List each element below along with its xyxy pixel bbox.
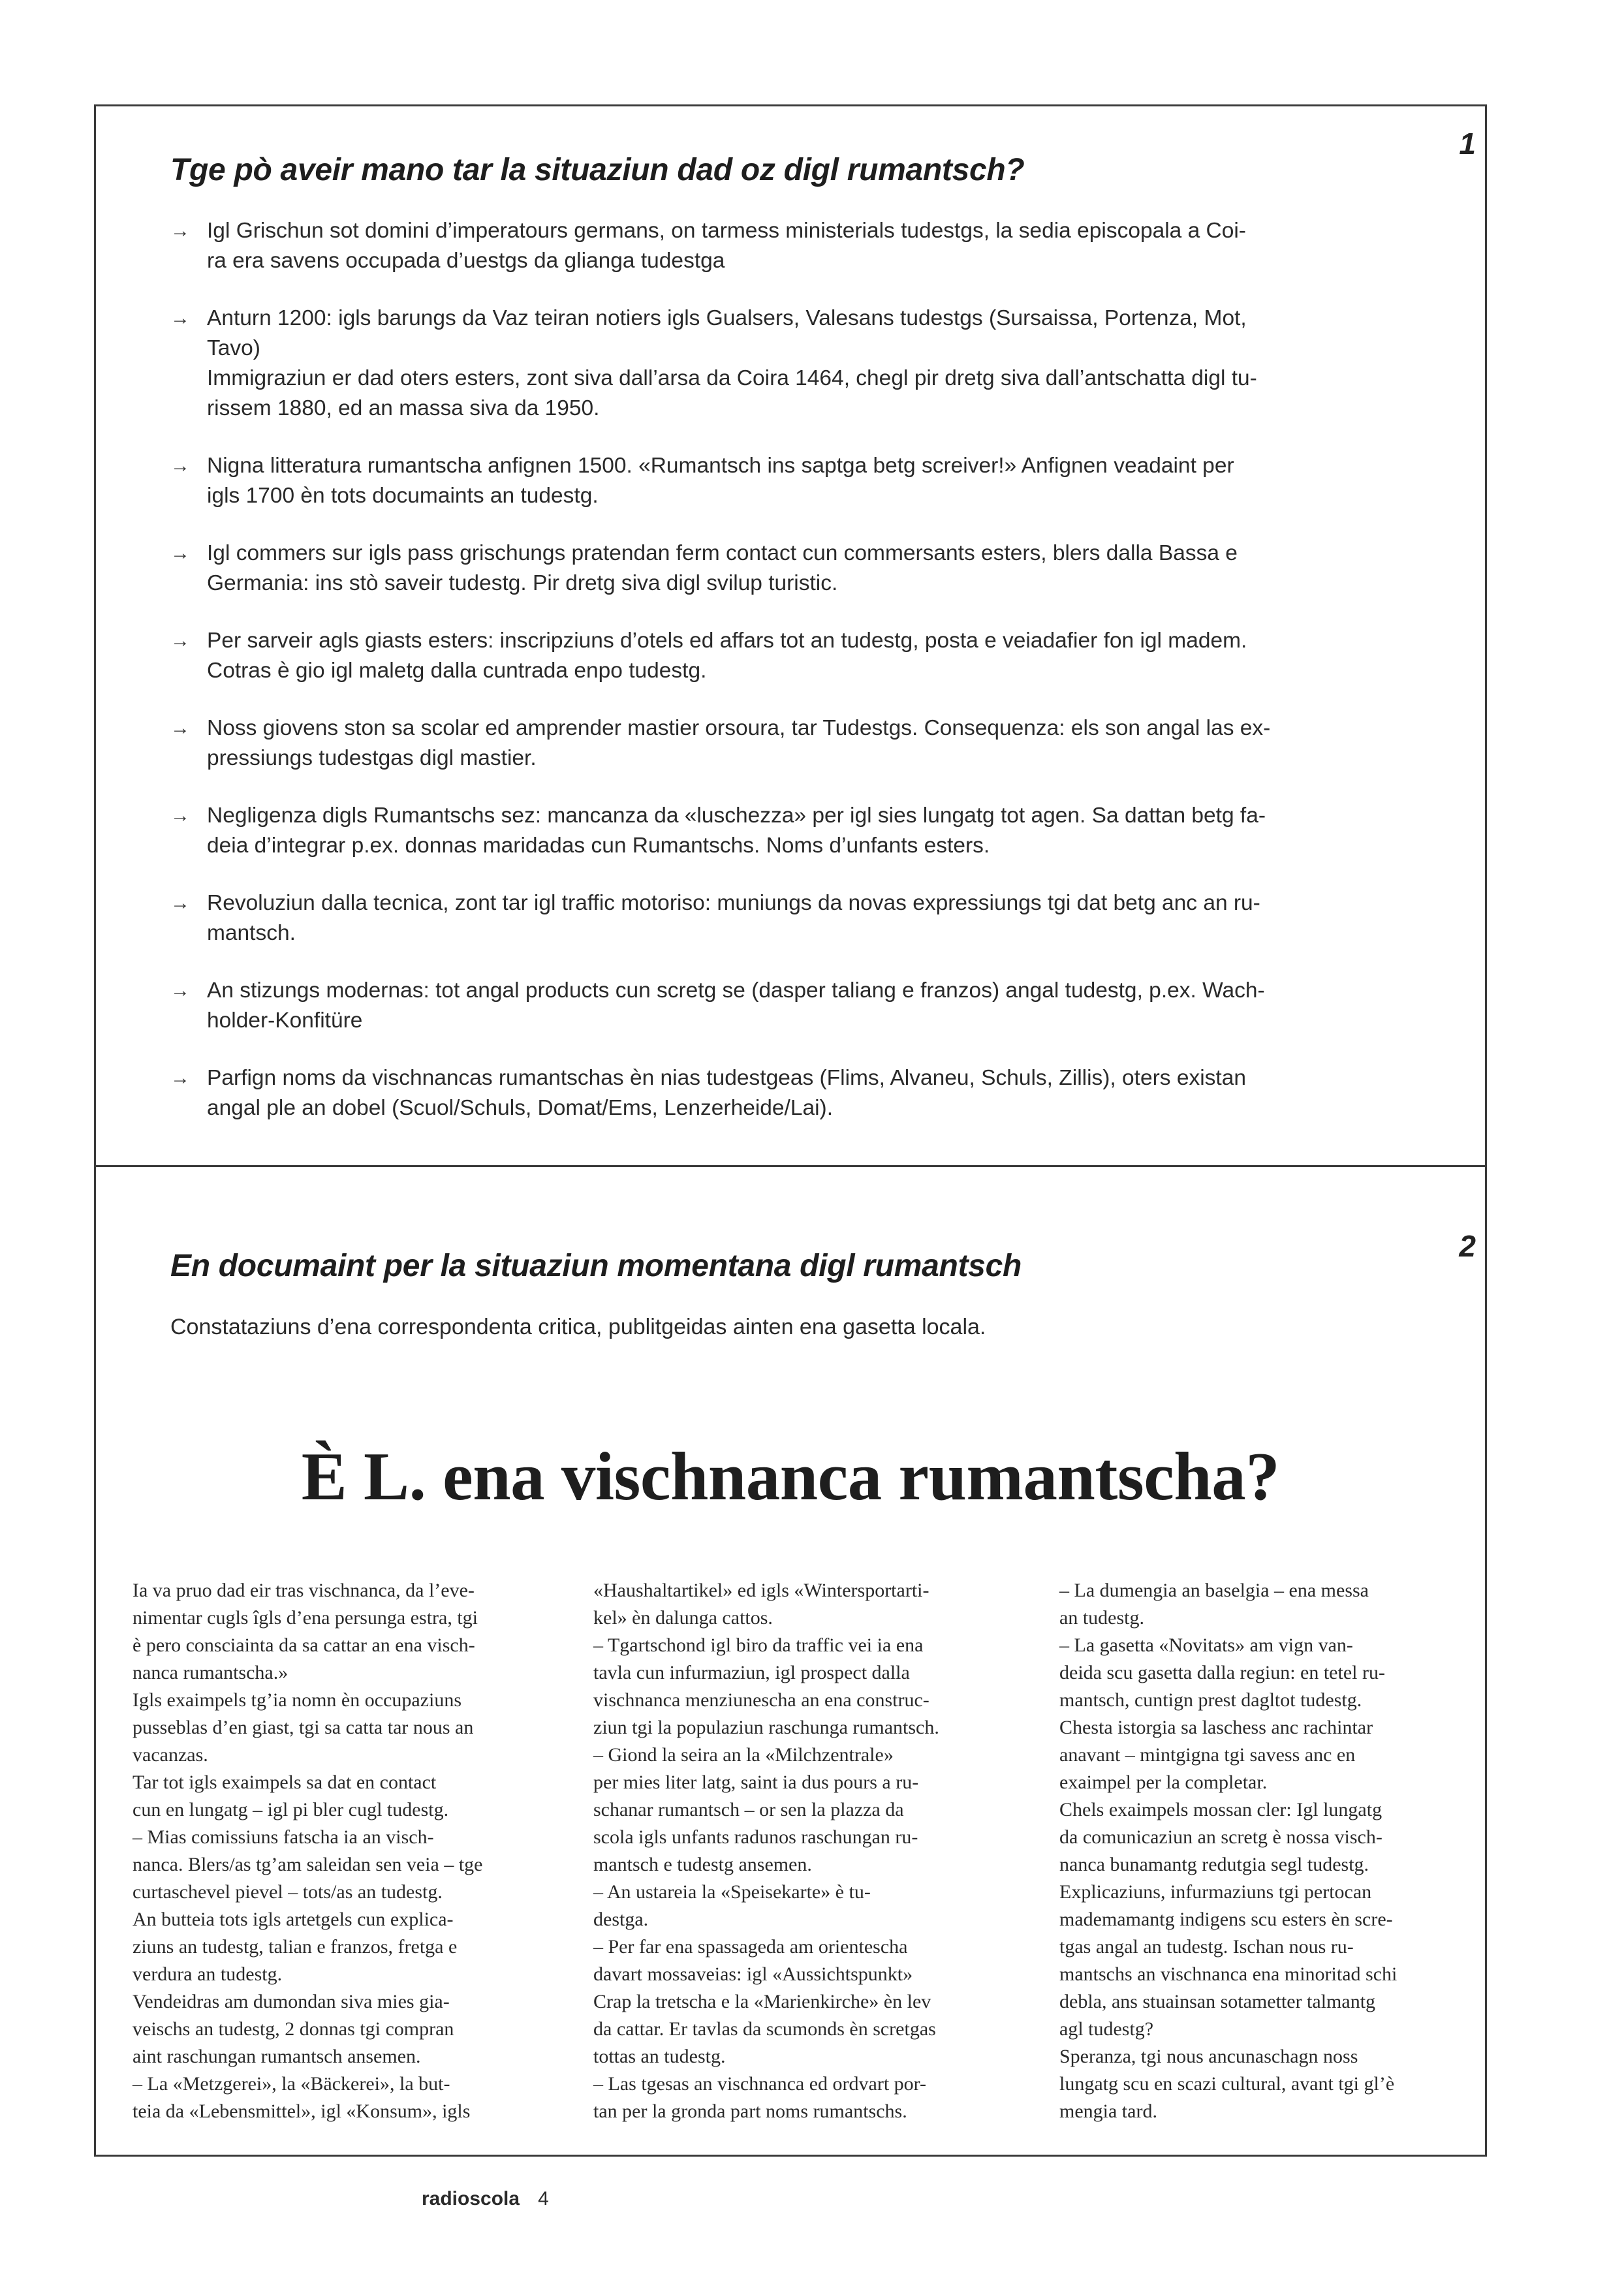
article-text-line: Ia va pruo dad eir tras vischnanca, da l’eve-	[133, 1580, 475, 1601]
article-text-line: pusseblas d’en giast, tgi sa catta tar nous an	[133, 1717, 474, 1738]
reason-text-line: Parfign noms da vischnancas rumantschas èn nias tudestgeas (Flims, Alvaneu, Schuls, Zillis), oters existan	[207, 1066, 1246, 1090]
article-text-line: – An ustareia la «Speisekarte» è tu-	[593, 1881, 871, 1903]
reason-text-line: igls 1700 èn tots documaints an tudestg.	[207, 484, 599, 508]
article-text-line: anavant – mintgigna tgi savess anc en	[1059, 1744, 1356, 1766]
reason-text-line: holder-Konfitüre	[207, 1008, 363, 1033]
reason-text-line: deia d’integrar p.ex. donnas maridadas cun Rumantschs. Noms d’unfants esters.	[207, 834, 990, 858]
article-text-line: curtaschevel pievel – tots/as an tudestg.	[133, 1881, 443, 1903]
reason-text-line: Igl Grischun sot domini d’imperatours germans, on tarmess ministerials tudestgs, la sedia episcopala a Coi-	[207, 219, 1246, 243]
article-text-line: Igls exaimpels tg’ia nomn èn occupaziuns	[133, 1689, 462, 1711]
article-text-line: scola igls unfants radunos raschungan ru-	[593, 1826, 918, 1848]
article-text-line: agl tudestg?	[1059, 2018, 1154, 2040]
page-footer	[422, 2188, 549, 2210]
article-text-line: aint raschungan rumantsch ansemen.	[133, 2046, 421, 2067]
reason-text-line: Igl commers sur igls pass grischungs pratendan ferm contact cun commersants esters, blers dalla Bassa e	[207, 541, 1238, 565]
reason-text-line: Per sarveir agls giasts esters: inscripziuns d’otels ed affars tot an tudestg, posta e veiadafier fon igl madem.	[207, 629, 1247, 653]
article-text-line: tgas angal an tudestg. Ischan nous ru-	[1059, 1936, 1354, 1958]
section-2-number: 2	[1459, 1229, 1476, 1263]
article-text-line: An butteia tots igls artetgels cun explica-	[133, 1909, 454, 1930]
article-text-line: mantsch e tudestg ansemen.	[593, 1854, 812, 1875]
footer-brand: radioscola	[422, 2188, 520, 2209]
article-text-line: vacanzas.	[133, 1744, 208, 1766]
article-text-line: è pero consciainta da sa cattar an ena visch-	[133, 1634, 475, 1656]
section-2-intro: Constataziuns d’ena correspondenta critica, publitgeidas ainten ena gasetta locala.	[170, 1315, 986, 1339]
article-text-line: Crap la tretscha e la «Marienkirche» èn lev	[593, 1991, 931, 2012]
reason-text-line: Anturn 1200: igls barungs da Vaz teiran notiers igls Gualsers, Valesans tudestgs (Sursaissa, Portenza, Mot,	[207, 306, 1247, 330]
article-text-line: Tar tot igls exaimpels sa dat en contact	[133, 1772, 437, 1793]
reason-text-line: pressiungs tudestgas digl mastier.	[207, 746, 537, 770]
article-text-line: mantschs an vischnanca ena minoritad schi	[1059, 1963, 1398, 1985]
reason-item	[170, 216, 1411, 276]
article-text-line: mantsch, cuntign prest dagltot tudestg.	[1059, 1689, 1362, 1711]
article-text-line: da cattar. Er tavlas da scumonds èn scretgas	[593, 2018, 936, 2040]
reason-text-line: Negligenza digls Rumantschs sez: mancanza da «luschezza» per igl sies lungatg tot agen. Sa dattan betg fa-	[207, 804, 1266, 828]
article-text-line: verdura an tudestg.	[133, 1963, 283, 1985]
article-text-line: tan per la gronda part noms rumantschs.	[593, 2100, 907, 2122]
article-text-line: per mies liter latg, saint ia dus pours a ru-	[593, 1772, 919, 1793]
article-text-line: Speranza, tgi nous ancunaschagn noss	[1059, 2046, 1358, 2067]
article-text-line: cun en lungatg – igl pi bler cugl tudestg.	[133, 1799, 449, 1820]
article-text-line: tavla cun infurmaziun, igl prospect dalla	[593, 1662, 910, 1683]
article-text-line: – Las tgesas an vischnanca ed ordvart por-	[593, 2073, 927, 2095]
reason-text-line: Germania: ins stò saveir tudestg. Pir dretg siva digl svilup turistic.	[207, 571, 838, 595]
article-text-line: deida scu gasetta dalla regiun: en tetel ru-	[1059, 1662, 1385, 1683]
article-column-3	[1059, 1577, 1397, 2125]
reason-text-line: An stizungs modernas: tot angal products cun scretg se (dasper taliang e franzos) angal tudestg, p.ex. Wach-	[207, 978, 1265, 1003]
article-text-line: teia da «Lebensmittel», igl «Konsum», igls	[133, 2100, 471, 2122]
reason-item	[170, 713, 1411, 773]
reason-text-line: Nigna litteratura rumantscha anfignen 1500. «Rumantsch ins saptga betg screiver!» Anfignen veadaint per	[207, 454, 1234, 478]
arrow-right-icon: →	[170, 1067, 190, 1089]
article-text-line: tottas an tudestg.	[593, 2046, 726, 2067]
page-number: 4	[538, 2188, 549, 2209]
article-text-line: – La gasetta «Novitats» am vign van-	[1059, 1634, 1353, 1656]
reason-text-line: mantsch.	[207, 921, 296, 945]
article-text-line: ziun tgi la populaziun raschunga rumantsch.	[593, 1717, 939, 1738]
article-text-line: kel» èn dalunga cattos.	[593, 1607, 773, 1629]
arrow-right-icon: →	[170, 805, 190, 826]
arrow-right-icon: →	[170, 630, 190, 651]
article-text-line: nanca bunamantg redutgia segl tudestg.	[1059, 1854, 1369, 1875]
article-text-line: mademamantg indigens scu esters èn scre-	[1059, 1909, 1393, 1930]
reason-text-line: rissem 1880, ed an massa siva da 1950.	[207, 396, 600, 420]
section-1-heading: Tge pò aveir mano tar la situaziun dad oz digl rumantsch?	[170, 153, 1025, 187]
reason-text-line: Revoluziun dalla tecnica, zont tar igl traffic motoriso: muniungs da novas expressiungs tgi dat betg anc an ru-	[207, 891, 1260, 915]
section-2-heading: En documaint per la situaziun momentana digl rumantsch	[170, 1249, 1022, 1283]
article-text-line: destga.	[593, 1909, 649, 1930]
reason-item	[170, 539, 1411, 599]
article-text-line: Chels exaimpels mossan cler: Igl lungatg	[1059, 1799, 1382, 1820]
article-column-2	[593, 1577, 939, 2125]
section-1-number: 1	[1459, 127, 1476, 161]
reason-text-line: Immigraziun er dad oters esters, zont siva dall’arsa da Coira 1464, chegl pir dretg siva dall’antschatta digl tu-	[207, 366, 1257, 390]
article-text-line: Vendeidras am dumondan siva mies gia-	[133, 1991, 450, 2012]
reason-text-line: ra era savens occupada d’uestgs da glianga tudestga	[207, 249, 725, 273]
reason-item	[170, 888, 1411, 948]
section-2-box	[94, 1166, 1487, 2157]
article-text-line: debla, ans stuainsan sotametter talmantg	[1059, 1991, 1376, 2012]
arrow-right-icon: →	[170, 307, 190, 329]
reason-item	[170, 976, 1411, 1036]
article-text-line: – La «Metzgerei», la «Bäckerei», la but-	[133, 2073, 450, 2095]
reasons-list	[170, 216, 1411, 1151]
arrow-right-icon: →	[170, 717, 190, 739]
arrow-right-icon: →	[170, 455, 190, 476]
reason-item	[170, 626, 1411, 686]
arrow-right-icon: →	[170, 542, 190, 564]
article-title: È L. ena vischnanca rumantscha?	[301, 1438, 1280, 1514]
article-text-line: – Tgartschond igl biro da traffic vei ia ena	[593, 1634, 924, 1656]
article-text-line: lungatg scu en scazi cultural, avant tgi gl’è	[1059, 2073, 1395, 2095]
article-text-line: mengia tard.	[1059, 2100, 1157, 2122]
reason-text-line: Noss giovens ston sa scolar ed amprender mastier orsoura, tar Tudestgs. Consequenza: els son angal las ex-	[207, 716, 1271, 740]
article-column-1	[133, 1577, 482, 2125]
article-text-line: Chesta istorgia sa laschess anc rachintar	[1059, 1717, 1373, 1738]
reason-text-line: Cotras è gio igl maletg dalla cuntrada enpo tudestg.	[207, 659, 707, 683]
reason-item	[170, 1063, 1411, 1123]
article-text-line: – Per far ena spassageda am orientescha	[593, 1936, 908, 1958]
article-text-line: an tudestg.	[1059, 1607, 1144, 1629]
article-text-line: «Haushaltartikel» ed igls «Wintersportarti-	[593, 1580, 929, 1601]
reason-item	[170, 304, 1411, 424]
article-text-line: schanar rumantsch – or sen la plazza da	[593, 1799, 904, 1820]
article-text-line: vischnanca menziunescha an ena construc-	[593, 1689, 929, 1711]
article-text-line: – Mias comissiuns fatscha ia an visch-	[133, 1826, 434, 1848]
article-text-line: nanca. Blers/as tg’am saleidan sen veia – tge	[133, 1854, 483, 1875]
article-text-line: nimentar cugls îgls d’ena persunga estra, tgi	[133, 1607, 478, 1629]
reason-item	[170, 801, 1411, 861]
article-text-line: nanca rumantscha.»	[133, 1662, 289, 1683]
arrow-right-icon: →	[170, 892, 190, 914]
article-text-line: – La dumengia an baselgia – ena messa	[1059, 1580, 1369, 1601]
article-text-line: ziuns an tudestg, talian e franzos, fretga e	[133, 1936, 458, 1958]
article-text-line: da comunicaziun an scretg è nossa visch-	[1059, 1826, 1382, 1848]
section-1-box	[94, 104, 1487, 1167]
article-text-line: Explicaziuns, infurmaziuns tgi pertocan	[1059, 1881, 1372, 1903]
article-text-line: davart mossaveias: igl «Aussichtspunkt»	[593, 1963, 913, 1985]
arrow-right-icon: →	[170, 980, 190, 1001]
reason-text-line: Tavo)	[207, 336, 260, 360]
article-text-line: – Giond la seira an la «Milchzentrale»	[593, 1744, 894, 1766]
article-text-line: veischs an tudestg, 2 donnas tgi compran	[133, 2018, 454, 2040]
article-text-line: exaimpel per la completar.	[1059, 1772, 1268, 1793]
reason-item	[170, 451, 1411, 511]
reason-text-line: angal ple an dobel (Scuol/Schuls, Domat/Ems, Lenzerheide/Lai).	[207, 1096, 834, 1120]
arrow-right-icon: →	[170, 220, 190, 242]
